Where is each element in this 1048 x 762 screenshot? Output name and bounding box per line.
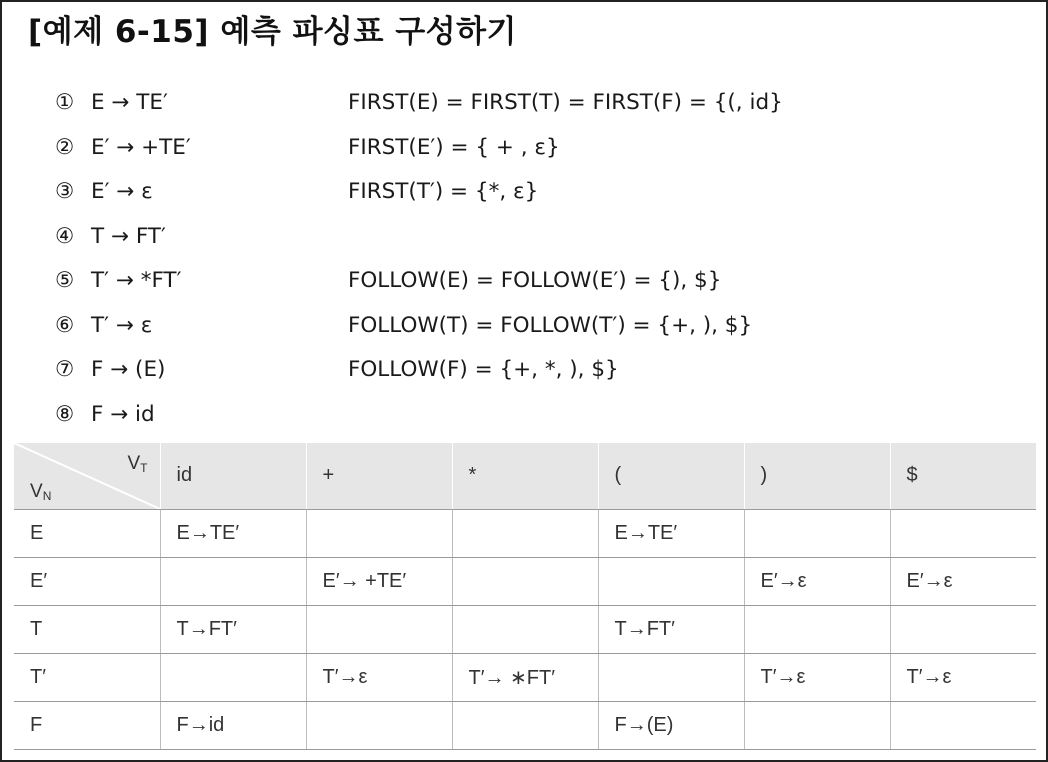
first-set-e: FIRST(E) = FIRST(T) = FIRST(F) = {(, id} <box>348 90 783 115</box>
table-row <box>14 509 1036 557</box>
page-title: [예제 6-15] 예측 파싱표 구성하기 <box>28 14 517 50</box>
table-cell: E′→ε <box>890 557 1036 605</box>
rule-1 <box>55 81 168 125</box>
table-cell <box>744 509 890 557</box>
rule-6 <box>55 304 152 348</box>
table-cell <box>452 509 598 557</box>
table-cell: F→(E) <box>598 701 744 749</box>
table-cell <box>452 701 598 749</box>
table-cell <box>452 605 598 653</box>
follow-set-f: FOLLOW(F) = {+, *, ), $} <box>348 357 619 382</box>
table-cell: E→TE′ <box>160 509 306 557</box>
table-corner-cell <box>14 443 160 509</box>
table-cell: T′→ ∗FT′ <box>452 653 598 701</box>
rule-number: ⑦ <box>55 357 75 382</box>
rule-text: T → FT′ <box>91 224 166 249</box>
table-cell <box>744 701 890 749</box>
rule-2 <box>55 126 191 170</box>
rule-text: E′ → ε <box>91 179 153 204</box>
row-label: F <box>14 701 160 749</box>
table-cell <box>890 509 1036 557</box>
table-cell: T→FT′ <box>598 605 744 653</box>
row-label: T′ <box>14 653 160 701</box>
rule-text: T′ → *FT′ <box>91 268 182 293</box>
table-cell: T→FT′ <box>160 605 306 653</box>
rule-text: F → (E) <box>91 357 166 382</box>
table-row <box>14 605 1036 653</box>
table-cell <box>306 701 452 749</box>
rule-4 <box>55 215 166 259</box>
column-header: + <box>306 443 452 509</box>
follow-set-e: FOLLOW(E) = FOLLOW(E′) = {), $} <box>348 268 722 293</box>
rule-5 <box>55 259 181 303</box>
table-cell <box>160 557 306 605</box>
table-cell: T′→ε <box>744 653 890 701</box>
table-cell <box>744 605 890 653</box>
table-cell <box>452 557 598 605</box>
column-header: id <box>160 443 306 509</box>
table-cell: F→id <box>160 701 306 749</box>
table-cell: T′→ε <box>306 653 452 701</box>
column-header: $ <box>890 443 1036 509</box>
rule-3 <box>55 170 153 214</box>
table-cell <box>890 605 1036 653</box>
rule-number: ③ <box>55 179 75 204</box>
table-header-row <box>14 443 1036 509</box>
rule-text: F → id <box>91 402 155 427</box>
first-set-e-prime: FIRST(E′) = { + , ε} <box>348 135 560 160</box>
rule-number: ② <box>55 135 75 160</box>
table-cell <box>306 605 452 653</box>
table-row <box>14 557 1036 605</box>
rule-8 <box>55 393 155 437</box>
table-cell <box>306 509 452 557</box>
rule-text: E → TE′ <box>91 90 168 115</box>
rule-text: E′ → +TE′ <box>91 135 191 160</box>
parsing-table <box>14 443 1036 750</box>
table-row <box>14 701 1036 749</box>
first-set-t-prime: FIRST(T′) = {*, ε} <box>348 179 539 204</box>
rule-number: ⑤ <box>55 268 75 293</box>
row-label: E′ <box>14 557 160 605</box>
table-cell: T′→ε <box>890 653 1036 701</box>
column-header: * <box>452 443 598 509</box>
row-label: E <box>14 509 160 557</box>
terminal-set-label: $V_T$ <box>127 453 148 475</box>
table-cell <box>598 653 744 701</box>
table-cell: E′→ε <box>744 557 890 605</box>
table-cell <box>890 701 1036 749</box>
rule-number: ⑧ <box>55 402 75 427</box>
table-cell: E′→ +TE′ <box>306 557 452 605</box>
rule-text: T′ → ε <box>91 313 153 338</box>
rule-number: ⑥ <box>55 313 75 338</box>
table-cell: E→TE′ <box>598 509 744 557</box>
rule-number: ① <box>55 90 75 115</box>
table-cell <box>598 557 744 605</box>
column-header: ) <box>744 443 890 509</box>
nonterminal-set-label: $V_N$ <box>30 480 52 503</box>
table-row <box>14 653 1036 701</box>
follow-set-t: FOLLOW(T) = FOLLOW(T′) = {+, ), $} <box>348 313 753 338</box>
column-header: ( <box>598 443 744 509</box>
rule-number: ④ <box>55 224 75 249</box>
rule-7 <box>55 348 165 392</box>
row-label: T <box>14 605 160 653</box>
table-cell <box>160 653 306 701</box>
